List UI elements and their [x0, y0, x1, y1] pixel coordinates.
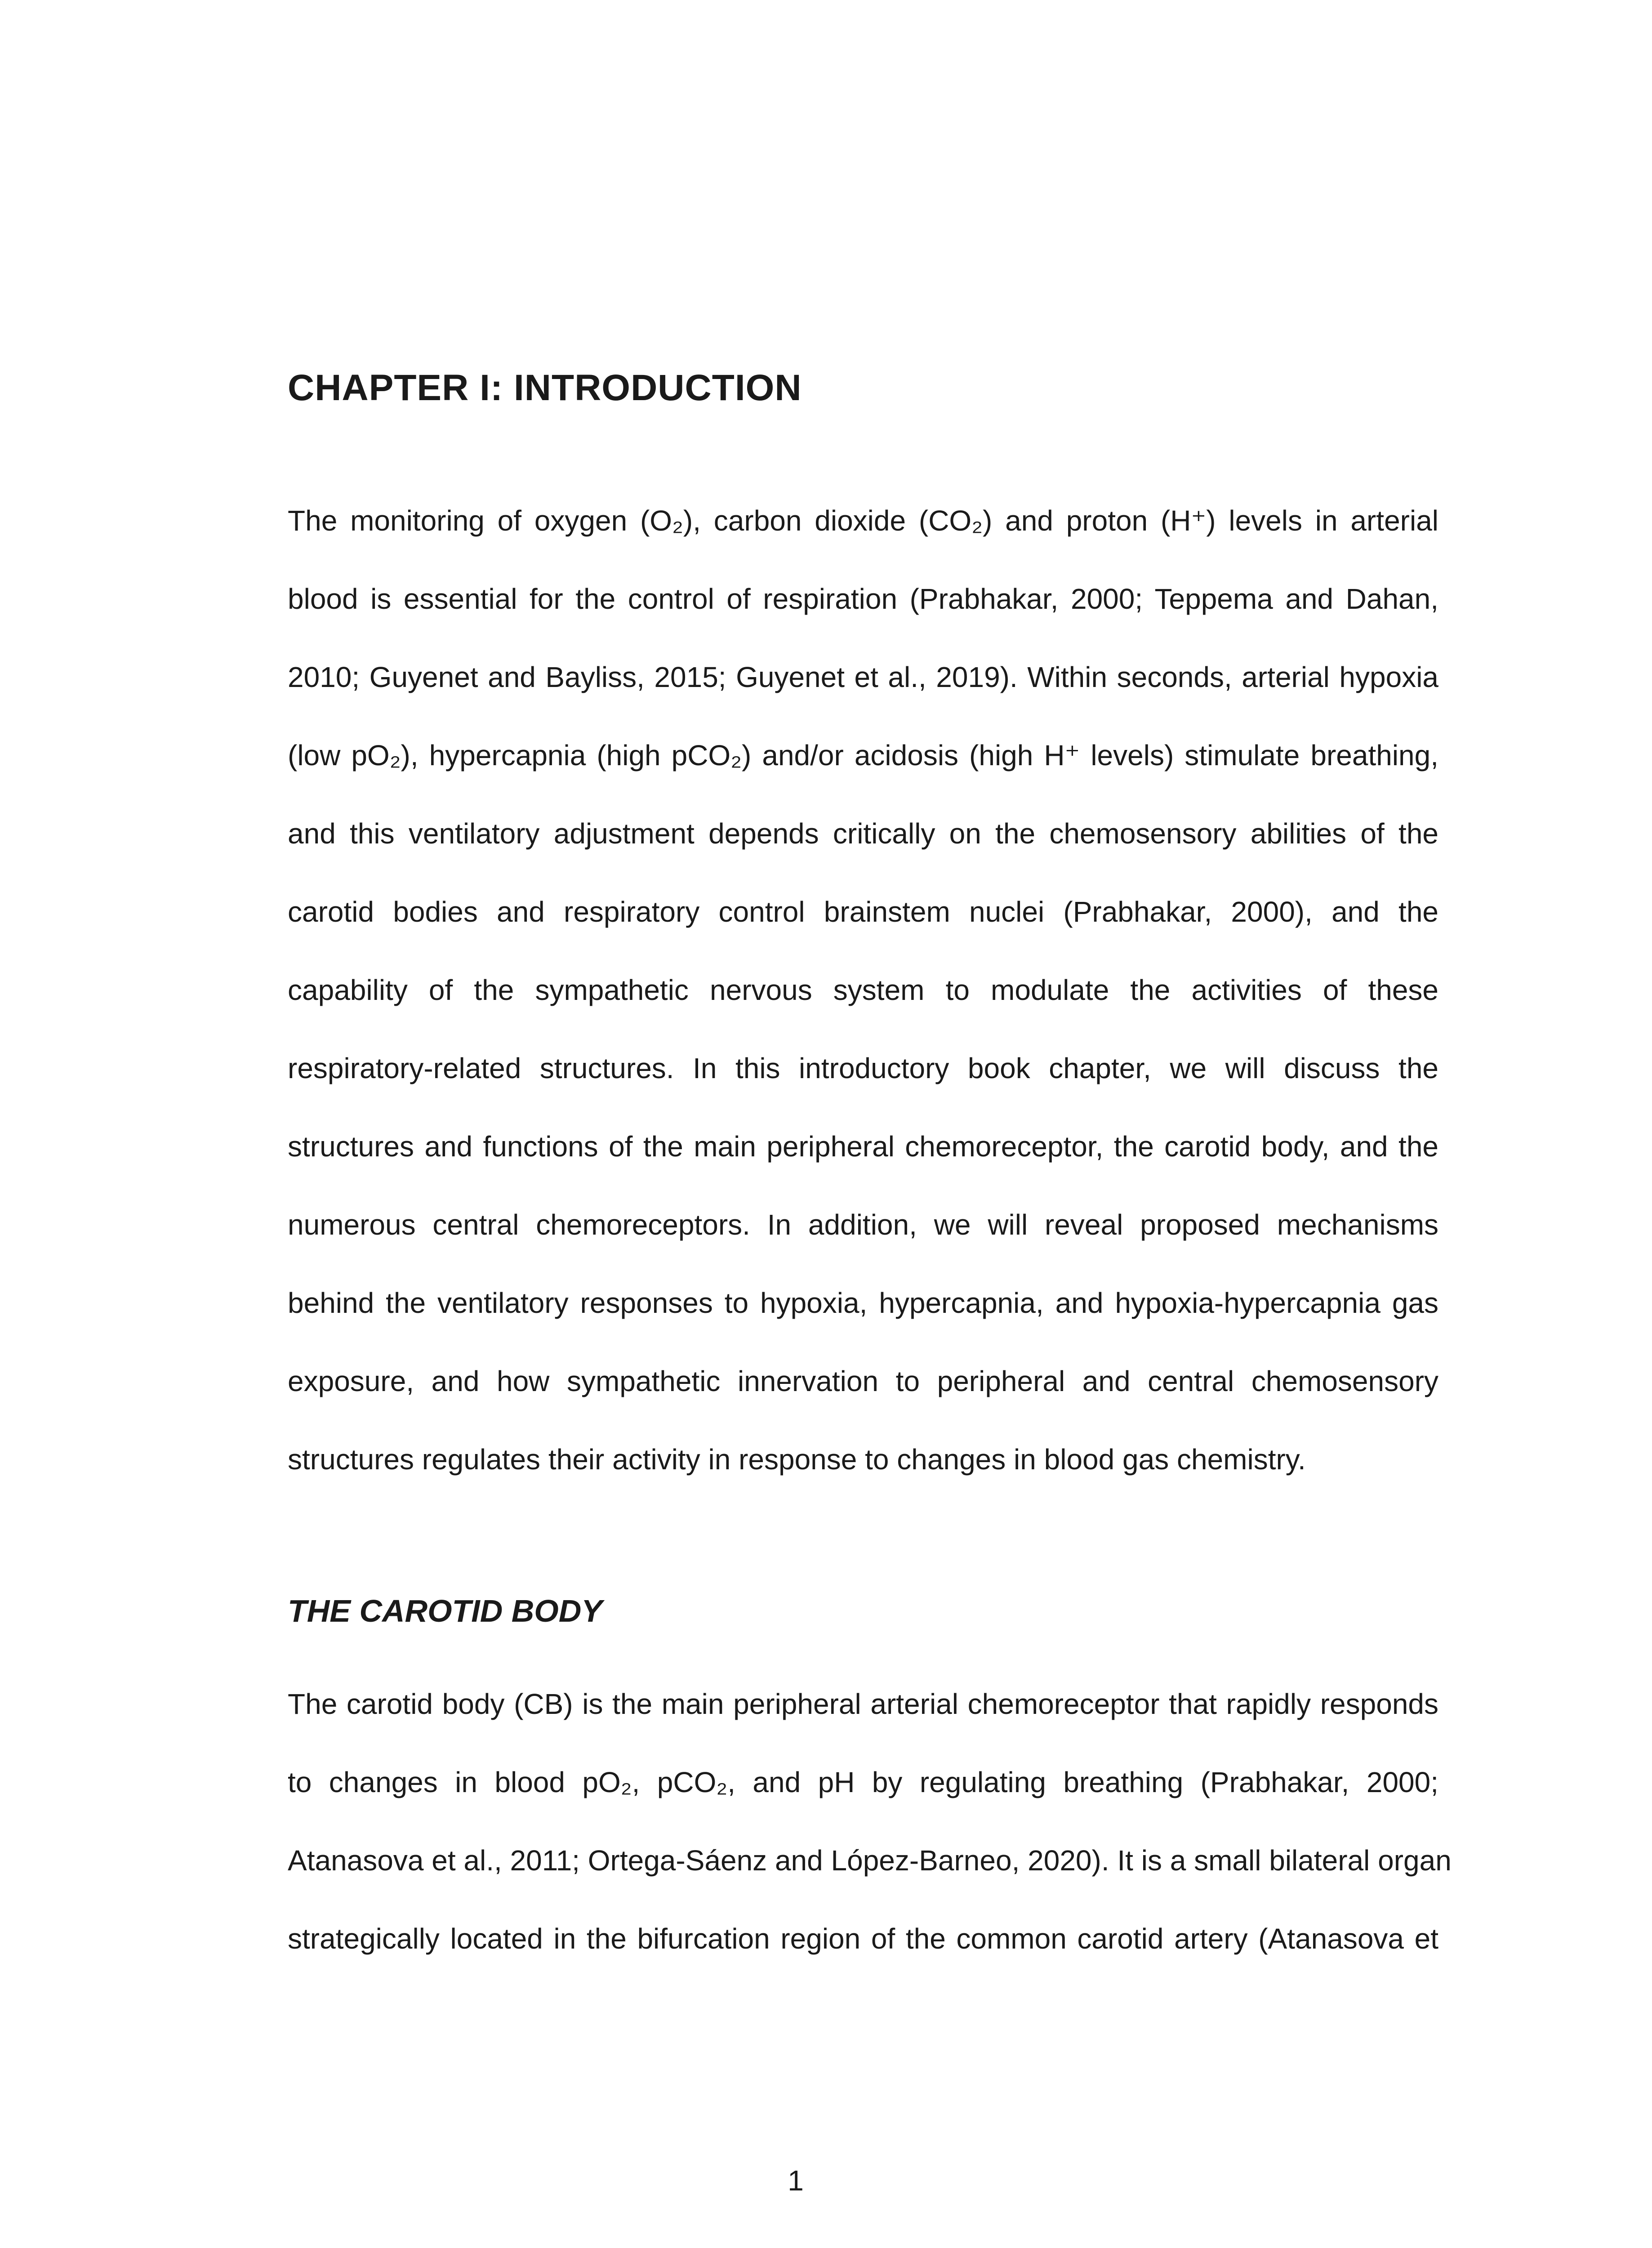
- text-line: carotid bodies and respiratory control brainstem nuclei (Prabhakar, 2000), and the: [288, 896, 1438, 928]
- text-line: structures regulates their activity in response to changes in blood gas chemistry.: [288, 1443, 1306, 1476]
- text-line: strategically located in the bifurcation region of the common carotid artery (Atanasova et: [288, 1922, 1438, 1955]
- text-line: structures and functions of the main peripheral chemoreceptor, the carotid body, and the: [288, 1130, 1438, 1163]
- text-line: The monitoring of oxygen (O₂), carbon dioxide (CO₂) and proton (H⁺) levels in arterial: [288, 504, 1438, 537]
- text-line: The carotid body (CB) is the main peripheral arterial chemoreceptor that rapidly responds: [288, 1688, 1438, 1720]
- text-line: exposure, and how sympathetic innervation to peripheral and central chemosensory: [288, 1365, 1438, 1397]
- text-line: behind the ventilatory responses to hypoxia, hypercapnia, and hypoxia-hypercapnia gas: [288, 1287, 1438, 1319]
- text-line: blood is essential for the control of respiration (Prabhakar, 2000; Teppema and Dahan,: [288, 583, 1438, 615]
- chapter-title: CHAPTER I: INTRODUCTION: [288, 367, 802, 408]
- page-number: 1: [788, 2164, 804, 2197]
- text-line: respiratory-related structures. In this introductory book chapter, we will discuss the: [288, 1052, 1438, 1084]
- text-line: (low pO₂), hypercapnia (high pCO₂) and/or acidosis (high H⁺ levels) stimulate breathing,: [288, 739, 1438, 772]
- text-line: and this ventilatory adjustment depends critically on the chemosensory abilities of the: [288, 817, 1438, 850]
- text-line: 2010; Guyenet and Bayliss, 2015; Guyenet et al., 2019). Within seconds, arterial hypoxia: [288, 661, 1438, 693]
- text-line: Atanasova et al., 2011; Ortega-Sáenz and López-Barneo, 2020). It is a small bilateral organ: [288, 1844, 1452, 1877]
- text-line: numerous central chemoreceptors. In addition, we will reveal proposed mechanisms: [288, 1209, 1438, 1241]
- section-title: THE CAROTID BODY: [288, 1593, 602, 1628]
- text-line: capability of the sympathetic nervous system to modulate the activities of these: [288, 974, 1438, 1006]
- text-line: to changes in blood pO₂, pCO₂, and pH by regulating breathing (Prabhakar, 2000;: [288, 1766, 1438, 1798]
